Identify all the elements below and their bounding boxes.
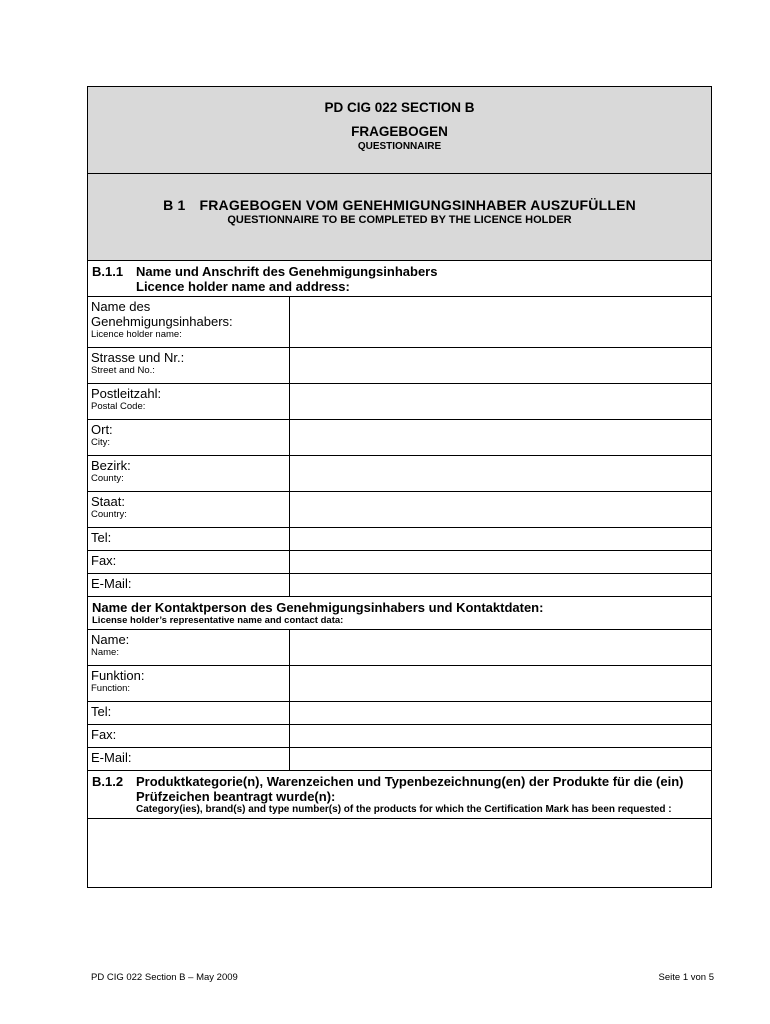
field-label [88,528,290,550]
contact-tel-input[interactable] [290,702,711,724]
county-input[interactable] [290,456,711,491]
field-row-county [88,456,711,492]
product-category-answer-area[interactable] [88,819,711,887]
field-label-de: Tel: [91,530,112,545]
field-label [88,456,290,491]
contact-function-input[interactable] [290,666,711,701]
subtitle-de: FRAGEBOGEN [351,124,448,139]
field-label-de: Staat: [91,494,125,509]
contact-row-fax [88,725,711,748]
document-title: PD CIG 022 SECTION B [324,100,475,115]
tel-input[interactable] [290,528,711,550]
contact-fax-input[interactable] [290,725,711,747]
contact-title-en: License holder’s representative name and contact data: [92,615,344,626]
field-row-fax [88,551,711,574]
contact-row-name [88,630,711,666]
field-row-street [88,348,711,384]
postal-code-input[interactable] [290,384,711,419]
section-b1-header [88,174,711,261]
field-label-en: Function: [91,683,131,694]
field-label [88,666,290,701]
city-input[interactable] [290,420,711,455]
section-b11-title-en: Licence holder name and address: [136,279,350,294]
field-label-de: E-Mail: [91,750,132,765]
field-label-en: Postal Code: [91,401,146,412]
field-row-tel [88,528,711,551]
field-row-postal-code [88,384,711,420]
field-label-en: Country: [91,509,127,520]
field-label-en: County: [91,473,124,484]
fax-input[interactable] [290,551,711,573]
field-label [88,551,290,573]
section-b12-title-de: Produktkategorie(n), Warenzeichen und Typenbezeichnung(en) der Produkte für die (ein) Prüfzeichen beantragt wurde(n): [136,774,684,804]
section-b11-title-de: Name und Anschrift des Genehmigungsinhabers [136,264,438,279]
street-input[interactable] [290,348,711,383]
questionnaire-form [87,86,712,888]
contact-row-tel [88,702,711,725]
field-label-de: Postleitzahl: [91,386,162,401]
field-label [88,420,290,455]
field-label-de: Fax: [91,727,117,742]
field-row-email [88,574,711,597]
field-label [88,702,290,724]
contact-name-input[interactable] [290,630,711,665]
section-b12-heading [88,771,711,819]
contact-row-function [88,666,711,702]
field-row-country [88,492,711,528]
field-label-en: Street and No.: [91,365,155,376]
contact-row-email [88,748,711,771]
field-row-city [88,420,711,456]
field-label [88,348,290,383]
section-b11-number: B.1.1 [92,264,124,279]
holder-name-input[interactable] [290,297,711,347]
field-label-de: Funktion: [91,668,145,683]
field-label-de: Ort: [91,422,113,437]
field-label [88,725,290,747]
field-label [88,630,290,665]
contact-email-input[interactable] [290,748,711,770]
field-label-de: Strasse und Nr.: [91,350,185,365]
field-label-en: City: [91,437,110,448]
email-input[interactable] [290,574,711,596]
section-b1-title-de: FRAGEBOGEN VOM GENEHMIGUNGSINHABER AUSZUFÜLLEN [199,197,636,213]
section-b1-title-en: QUESTIONNAIRE TO BE COMPLETED BY THE LICENCE HOLDER [227,214,572,226]
field-label [88,384,290,419]
contact-title-de: Name der Kontaktperson des Genehmigungsinhabers und Kontaktdaten: [92,600,544,615]
field-label-de: Tel: [91,704,112,719]
field-label [88,748,290,770]
footer-page-number: Seite 1 von 5 [658,972,714,983]
field-label-de: Bezirk: [91,458,131,473]
contact-heading [88,597,711,630]
field-label [88,297,290,347]
section-b12-number: B.1.2 [92,774,124,789]
subtitle-en: QUESTIONNAIRE [357,141,442,152]
footer-document-ref: PD CIG 022 Section B – May 2009 [91,972,238,983]
section-b11-heading [88,261,711,297]
field-label-de: E-Mail: [91,576,132,591]
field-label-de: Fax: [91,553,117,568]
field-row-holder-name [88,297,711,348]
field-label [88,574,290,596]
section-b1-number: B 1 [163,197,186,213]
section-b12-title-en: Category(ies), brand(s) and type number(s) of the products for which the Certification Mark has been requested : [136,804,672,815]
field-label-de: Name des Genehmigungsinhabers: [91,299,233,329]
field-label-en: Name: [91,647,119,658]
field-label-de: Name: [91,632,130,647]
form-header [88,87,711,174]
country-input[interactable] [290,492,711,527]
section-b1-title [88,197,711,214]
field-label-en: Licence holder name: [91,329,182,340]
field-label [88,492,290,527]
